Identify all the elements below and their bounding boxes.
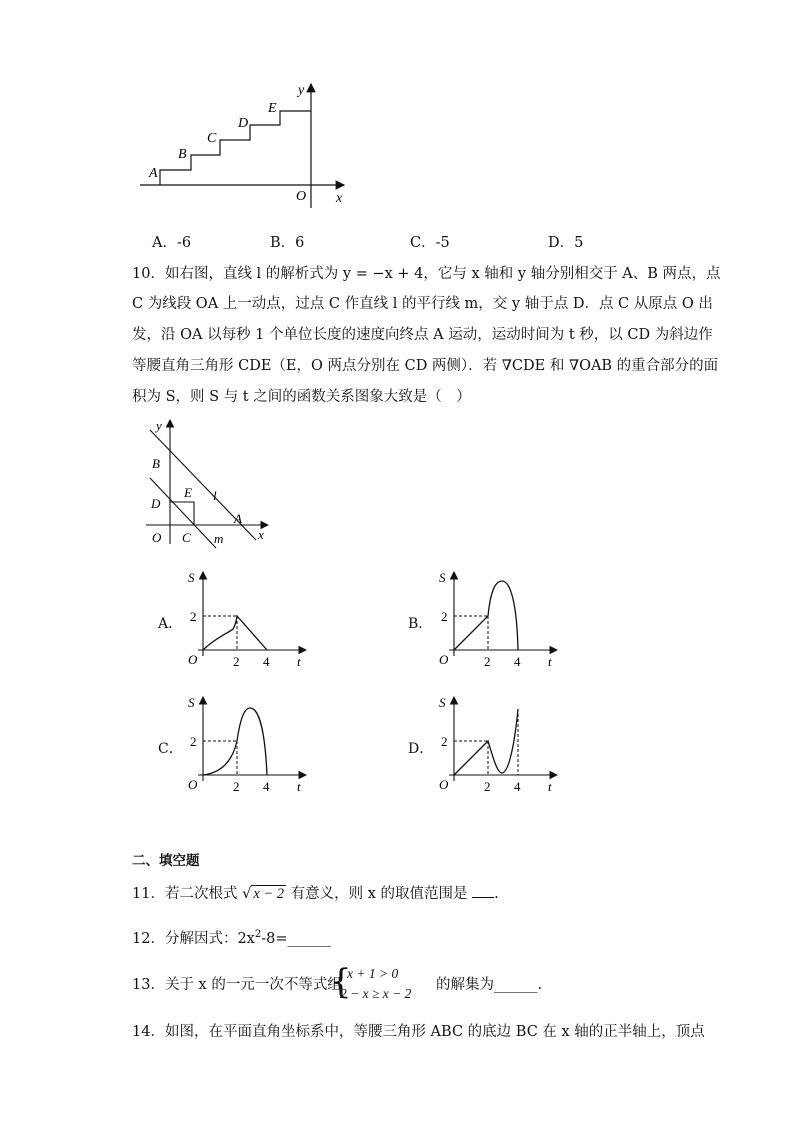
t-label: t bbox=[297, 779, 301, 794]
x-tick-2: 2 bbox=[484, 654, 491, 669]
choice-d-label[interactable]: D． bbox=[408, 741, 434, 757]
o-label: O bbox=[188, 777, 198, 792]
question-14: 14．如图，在平面直角坐标系中，等腰三角形 ABC 的底边 BC 在 x 轴的正半轴上，顶点 bbox=[132, 1024, 705, 1040]
point-label-A: A bbox=[149, 166, 158, 181]
section-title: 二、填空题 bbox=[132, 853, 200, 869]
q9-option-c[interactable] bbox=[410, 233, 450, 253]
x-tick-2: 2 bbox=[484, 779, 491, 794]
t-label: t bbox=[548, 779, 552, 794]
sqrt-sign: √ bbox=[242, 886, 252, 902]
q11-post: 有意义，则 x 的取值范围是 bbox=[290, 886, 468, 902]
label-B: B bbox=[152, 456, 160, 471]
x-tick-4: 4 bbox=[263, 654, 270, 669]
q9-option-d-value: 5 bbox=[574, 235, 584, 251]
s-label: S bbox=[439, 570, 446, 585]
q11-pre: 11．若二次根式 bbox=[132, 886, 238, 902]
choice-d-graph[interactable] bbox=[431, 691, 561, 795]
q12-post: -8=______ bbox=[261, 930, 332, 947]
x-tick-2: 2 bbox=[233, 654, 240, 669]
label-y: y bbox=[156, 418, 162, 433]
label-l: l bbox=[213, 488, 217, 503]
q11-end: . bbox=[494, 886, 499, 902]
o-label: O bbox=[188, 652, 198, 667]
q9-option-c-value: -5 bbox=[435, 235, 450, 251]
choice-b-graph[interactable] bbox=[431, 566, 561, 670]
o-label: O bbox=[439, 652, 449, 667]
x-tick-2: 2 bbox=[233, 779, 240, 794]
origin-label: O bbox=[296, 189, 307, 204]
q13-ineq-2: 2 − x ≥ x − 2 bbox=[340, 986, 412, 1001]
q9-option-c-label: C． bbox=[410, 235, 436, 251]
label-A: A bbox=[234, 511, 242, 526]
brace: { bbox=[330, 962, 352, 1002]
y-tick-2: 2 bbox=[441, 734, 448, 749]
staircase-figure bbox=[130, 76, 360, 216]
choice-c-graph[interactable] bbox=[180, 691, 310, 795]
q9-option-b[interactable] bbox=[270, 233, 304, 253]
label-O: O bbox=[152, 530, 162, 545]
question-11 bbox=[132, 883, 499, 904]
q9-option-d[interactable] bbox=[548, 233, 583, 253]
label-E: E bbox=[184, 485, 192, 500]
s-label: S bbox=[439, 695, 446, 710]
q10-line-3: 发，沿 OA 以每秒 1 个单位长度的速度向终点 A 运动，运动时间为 t 秒，以 CD 为斜边作 bbox=[132, 327, 713, 343]
label-x: x bbox=[258, 527, 264, 542]
axis-label-y: y bbox=[298, 83, 305, 98]
x-tick-4: 4 bbox=[514, 779, 521, 794]
q10-line-4: 等腰直角三角形 CDE（E，O 两点分别在 CD 两侧）．若 ∇CDE 和 ∇OAB 的重合部分的面 bbox=[132, 358, 719, 374]
q10-line-1: 10．如右图，直线 l 的解析式为 y = −x + 4，它与 x 轴和 y 轴分别相交于 A、B 两点，点 bbox=[132, 266, 721, 282]
label-m: m bbox=[214, 531, 224, 546]
q9-option-a-value: -6 bbox=[176, 235, 192, 251]
point-label-B: B bbox=[178, 147, 187, 162]
label-D: D bbox=[151, 496, 161, 511]
choice-a-graph[interactable] bbox=[180, 566, 310, 670]
question-12 bbox=[132, 925, 331, 949]
s-label: S bbox=[188, 570, 195, 585]
choice-a-label[interactable]: A． bbox=[158, 616, 183, 632]
q10-line-5: 积为 S，则 S 与 t 之间的函数关系图象大致是（ ） bbox=[132, 389, 471, 405]
q12-sup: 2 bbox=[254, 929, 262, 940]
x-tick-4: 4 bbox=[514, 654, 521, 669]
point-label-E: E bbox=[268, 101, 277, 116]
curve bbox=[203, 616, 267, 650]
point-label-D: D bbox=[238, 116, 249, 131]
t-label: t bbox=[297, 654, 301, 669]
y-tick-2: 2 bbox=[190, 734, 197, 749]
choice-b-label[interactable]: B． bbox=[408, 616, 433, 632]
q13-pre: 13．关于 x 的一元一次不等式组 bbox=[132, 977, 342, 993]
q11-radicand: x − 2 bbox=[253, 886, 285, 902]
q9-option-b-value: 6 bbox=[295, 235, 305, 251]
y-tick-2: 2 bbox=[441, 609, 448, 624]
q9-option-b-label: B． bbox=[270, 235, 296, 251]
q13-ineq-1: x + 1 > 0 bbox=[347, 966, 399, 981]
q13-post: 的解集为______. bbox=[436, 977, 543, 993]
axis-label-x: x bbox=[336, 191, 343, 206]
q10-line-figure bbox=[140, 416, 280, 552]
q9-option-a-label: A． bbox=[152, 235, 177, 251]
q11-answer-blank[interactable] bbox=[472, 883, 494, 898]
curve bbox=[454, 709, 518, 775]
q10-line-2: C 为线段 OA 上一动点，过点 C 作直线 l 的平行线 m，交 y 轴于点 D．点 C 从原点 O 出 bbox=[132, 296, 713, 312]
x-tick-4: 4 bbox=[263, 779, 270, 794]
t-label: t bbox=[548, 654, 552, 669]
q9-option-a[interactable] bbox=[152, 233, 191, 253]
choice-c-label[interactable]: C． bbox=[158, 741, 183, 757]
point-label-C: C bbox=[207, 131, 217, 146]
label-C: C bbox=[182, 530, 191, 545]
q12-pre: 12．分解因式：2x bbox=[132, 930, 255, 947]
o-label: O bbox=[439, 777, 449, 792]
q9-option-d-label: D． bbox=[548, 235, 575, 251]
y-tick-2: 2 bbox=[190, 609, 197, 624]
s-label: S bbox=[188, 695, 195, 710]
